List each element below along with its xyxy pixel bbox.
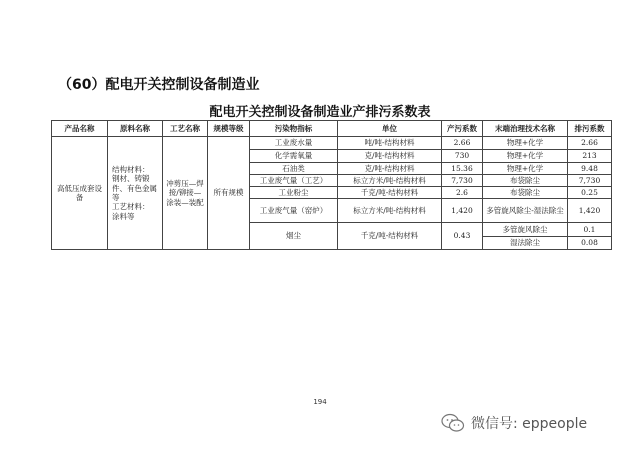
- generation-coef-cell: 2.6: [442, 187, 483, 199]
- material-line: 钢材、铸锻件、有色金属等: [112, 174, 157, 202]
- pollutant-cell: 工业废气量（窑炉）: [250, 199, 338, 223]
- wechat-logo-icon: [441, 413, 465, 433]
- treatment-tech-cell: 物理+化学: [483, 137, 568, 150]
- unit-cell: 吨/吨-结构材料: [338, 137, 442, 150]
- product-cell: 高低压成套设备: [52, 137, 108, 250]
- header-emission-coef: 排污系数: [568, 121, 612, 137]
- emission-coef-cell: 1,420: [568, 199, 612, 223]
- page-number: 194: [313, 398, 327, 406]
- material-line: 结构材料：: [112, 164, 150, 174]
- scale-cell: 所有规模: [208, 137, 250, 250]
- treatment-tech-cell: 布袋除尘: [483, 175, 568, 187]
- emission-coef-cell: 213: [568, 150, 612, 163]
- generation-coef-cell: 7,730: [442, 175, 483, 187]
- emission-coef-cell: 7,730: [568, 175, 612, 187]
- generation-coef-cell: 15.36: [442, 163, 483, 175]
- emission-coef-cell: 2.66: [568, 137, 612, 150]
- generation-coef-cell: 2.66: [442, 137, 483, 150]
- material-line: 工艺材料：: [112, 202, 150, 212]
- pollutant-cell: 工业废水量: [250, 137, 338, 150]
- emission-coef-cell: 0.08: [568, 237, 612, 250]
- process-cell: 冲剪压—焊接/铆接—涂装—装配: [163, 137, 208, 250]
- header-scale: 规模等级: [208, 121, 250, 137]
- pollutant-cell: 石油类: [250, 163, 338, 175]
- pollutant-cell: 化学需氧量: [250, 150, 338, 163]
- pollutant-cell: 烟尘: [250, 223, 338, 250]
- treatment-tech-cell: 多管旋风除尘: [483, 223, 568, 237]
- unit-cell: 千克/吨-结构材料: [338, 187, 442, 199]
- material-cell: [108, 137, 163, 250]
- watermark-text: 微信号: eppeople: [471, 416, 588, 432]
- header-material: 原料名称: [108, 121, 163, 137]
- generation-coef-cell: 730: [442, 150, 483, 163]
- header-process: 工艺名称: [163, 121, 208, 137]
- header-unit: 单位: [338, 121, 442, 137]
- emission-coef-cell: 0.25: [568, 187, 612, 199]
- treatment-tech-cell: 湿法除尘: [483, 237, 568, 250]
- treatment-tech-cell: 多管旋风除尘-湿法除尘: [483, 199, 568, 223]
- header-generation-coef: 产污系数: [442, 121, 483, 137]
- unit-cell: 标立方米/吨-结构材料: [338, 199, 442, 223]
- pollutant-cell: 工业废气量（工艺）: [250, 175, 338, 187]
- table-title: 配电开关控制设备制造业产排污系数表: [209, 105, 431, 120]
- header-pollutant: 污染物指标: [250, 121, 338, 137]
- section-heading: （60）配电开关控制设备制造业: [58, 77, 260, 93]
- emission-coefficient-table: [51, 120, 612, 250]
- treatment-tech-cell: 物理+化学: [483, 163, 568, 175]
- table-header-row: [52, 121, 612, 137]
- header-treatment-tech: 末端治理技术名称: [483, 121, 568, 137]
- unit-cell: 克/吨-结构材料: [338, 163, 442, 175]
- material-line: 涂料等: [112, 211, 135, 221]
- table-row: [52, 137, 612, 150]
- emission-coef-cell: 0.1: [568, 223, 612, 237]
- unit-cell: 千克/吨-结构材料: [338, 223, 442, 250]
- treatment-tech-cell: 物理+化学: [483, 150, 568, 163]
- unit-cell: 标立方米/吨-结构材料: [338, 175, 442, 187]
- header-product: 产品名称: [52, 121, 108, 137]
- treatment-tech-cell: 布袋除尘: [483, 187, 568, 199]
- generation-coef-cell: 0.43: [442, 223, 483, 250]
- unit-cell: 克/吨-结构材料: [338, 150, 442, 163]
- generation-coef-cell: 1,420: [442, 199, 483, 223]
- watermark: [441, 413, 587, 433]
- emission-coef-cell: 9.48: [568, 163, 612, 175]
- pollutant-cell: 工业粉尘: [250, 187, 338, 199]
